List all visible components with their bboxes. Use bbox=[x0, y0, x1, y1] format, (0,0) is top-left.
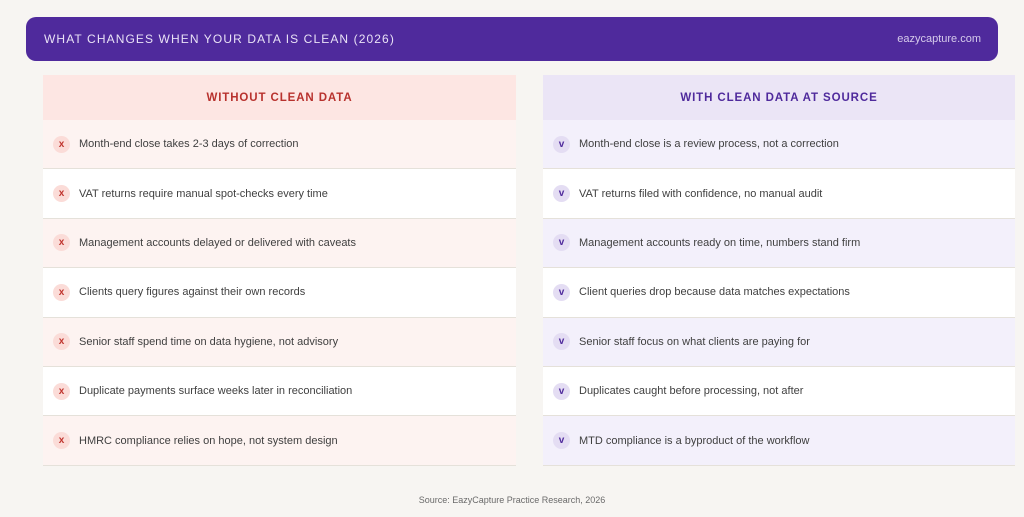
with-clean-data-column bbox=[543, 75, 1015, 466]
left-row bbox=[43, 367, 516, 416]
without-rows bbox=[43, 120, 516, 466]
right-row bbox=[543, 219, 1015, 268]
without-column-heading: WITHOUT CLEAN DATA bbox=[43, 75, 516, 120]
right-row-text: Client queries drop because data matches expectations bbox=[579, 286, 850, 299]
right-row-text: VAT returns filed with confidence, no manual audit bbox=[579, 187, 823, 200]
header-banner bbox=[26, 17, 998, 61]
left-row bbox=[43, 219, 516, 268]
cross-icon: x bbox=[53, 185, 70, 202]
left-row-text: Clients query figures against their own records bbox=[79, 286, 306, 299]
right-row-text: Management accounts ready on time, numbers stand firm bbox=[579, 236, 861, 249]
without-clean-data-column bbox=[43, 75, 516, 466]
check-icon: v bbox=[553, 383, 570, 400]
check-icon: v bbox=[553, 136, 570, 153]
site-url: eazycapture.com bbox=[897, 33, 981, 45]
cross-icon: x bbox=[53, 234, 70, 251]
right-row bbox=[543, 416, 1015, 465]
with-rows bbox=[543, 120, 1015, 466]
left-row-text: Duplicate payments surface weeks later in reconciliation bbox=[79, 385, 353, 398]
page-title: WHAT CHANGES WHEN YOUR DATA IS CLEAN (2026) bbox=[44, 32, 395, 46]
right-row bbox=[543, 120, 1015, 169]
right-row bbox=[543, 169, 1015, 218]
right-row-text: MTD compliance is a byproduct of the workflow bbox=[579, 434, 810, 447]
left-row-text: HMRC compliance relies on hope, not system design bbox=[79, 434, 338, 447]
cross-icon: x bbox=[53, 136, 70, 153]
cross-icon: x bbox=[53, 333, 70, 350]
left-row-text: Management accounts delayed or delivered with caveats bbox=[79, 236, 356, 249]
cross-icon: x bbox=[53, 284, 70, 301]
check-icon: v bbox=[553, 234, 570, 251]
right-row-text: Senior staff focus on what clients are paying for bbox=[579, 335, 810, 348]
right-row-text: Duplicates caught before processing, not after bbox=[579, 385, 804, 398]
check-icon: v bbox=[553, 284, 570, 301]
right-row bbox=[543, 318, 1015, 367]
left-row bbox=[43, 169, 516, 218]
check-icon: v bbox=[553, 333, 570, 350]
left-row-text: VAT returns require manual spot-checks every time bbox=[79, 187, 328, 200]
check-icon: v bbox=[553, 432, 570, 449]
check-icon: v bbox=[553, 185, 570, 202]
left-row bbox=[43, 120, 516, 169]
left-row bbox=[43, 268, 516, 317]
right-row bbox=[543, 367, 1015, 416]
left-row bbox=[43, 318, 516, 367]
left-row-text: Senior staff spend time on data hygiene, not advisory bbox=[79, 335, 339, 348]
left-row-text: Month-end close takes 2-3 days of correction bbox=[79, 138, 299, 151]
source-footnote: Source: EazyCapture Practice Research, 2026 bbox=[418, 495, 606, 505]
cross-icon: x bbox=[53, 383, 70, 400]
left-row bbox=[43, 416, 516, 465]
right-row-text: Month-end close is a review process, not a correction bbox=[579, 138, 839, 151]
right-row bbox=[543, 268, 1015, 317]
with-column-heading: WITH CLEAN DATA AT SOURCE bbox=[543, 75, 1015, 120]
cross-icon: x bbox=[53, 432, 70, 449]
